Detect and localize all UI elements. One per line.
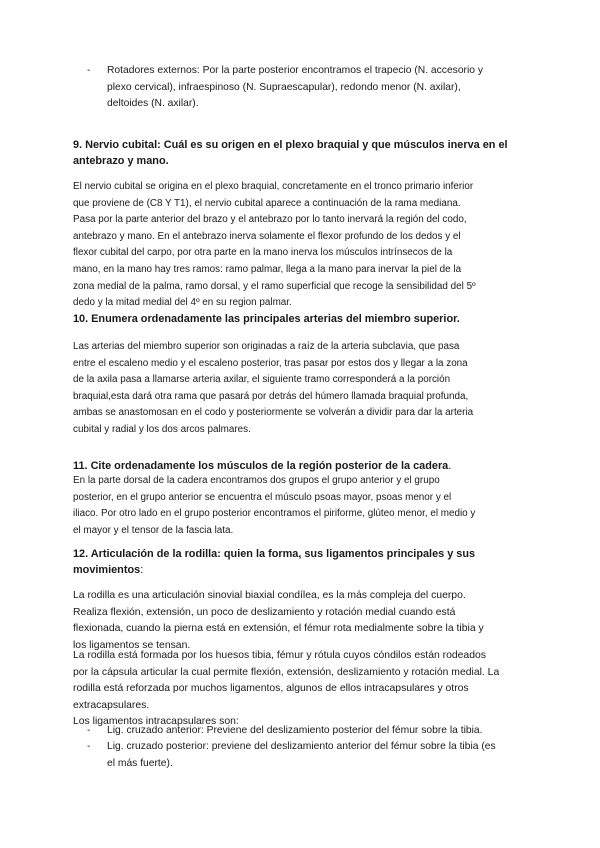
text-line: que proviene de (C8 Y T1), el nervio cubital aparece a continuación de la rama mediana.	[73, 197, 461, 209]
list-bullet: -	[87, 741, 91, 752]
text-line: los ligamentos se tensan.	[73, 639, 191, 651]
text-line: El nervio cubital se origina en el plexo braquial, concretamente en el tronco primario inferior	[73, 181, 474, 192]
heading-text: movimientos	[73, 564, 141, 576]
heading-line	[73, 458, 533, 474]
list-item-lig-cruzado-posterior	[87, 739, 527, 772]
list-bullet: -	[87, 725, 91, 736]
paragraph-nervio-cubital	[73, 179, 533, 312]
text-line: ambas se anastomosan en el codo y posteriormente se volverán a dividir para dar la arteria	[73, 407, 474, 419]
list-item-lig-cruzado-anterior	[87, 723, 527, 740]
text-line: En la parte dorsal de la cadera encontramos dos grupos el grupo anterior y el grupo	[73, 475, 440, 486]
heading-tail: :	[140, 564, 144, 576]
text-line: mano, en la mano hay tres ramos: ramo palmar, llega a la mano para inervar la piel de la	[73, 263, 462, 275]
text-line: La rodilla es una articulación sinovial biaxial condílea, es la más compleja del cuerpo.	[73, 590, 466, 601]
text-line: de la axila pasa a llamarse arteria axilar, el siguiente tramo corresponderá a la porción	[73, 374, 451, 386]
heading-line: 12. Articulación de la rodilla: quien la forma, sus ligamentos principales y sus	[73, 548, 476, 560]
heading-section-10	[73, 311, 533, 327]
text-line: Rotadores externos: Por la parte posterior encontramos el trapecio (N. accesorio y	[107, 65, 484, 76]
paragraph-rodilla-intro	[73, 588, 533, 654]
heading-line: 10. Enumera ordenadamente las principales arterias del miembro superior.	[73, 313, 460, 325]
text-line: braquial,esta dará otra rama que pasará por detrás del húmero llamada braquial profunda,	[73, 390, 469, 402]
text-line: Realiza flexión, extensión, un poco de deslizamiento y rotación medial cuando está	[73, 606, 456, 618]
heading-section-9	[73, 137, 533, 169]
list-bullet: -	[87, 65, 91, 76]
text-line: Los ligamentos intracapsulares son:	[73, 716, 239, 728]
text-line: el mayor y el tensor de la fascia lata.	[73, 524, 234, 536]
heading-text: 11. Cite ordenadamente los músculos de la región posterior de la cadera	[73, 460, 449, 472]
heading-section-11	[73, 458, 533, 474]
text-line: por la cápsula articular la cual permite flexión, extensión, deslizamiento y rotación medial. La	[73, 666, 500, 678]
text-line: extracapsulares.	[73, 699, 150, 711]
text-line: antebrazo y mano. En el antebrazo inerva solamente el flexor profundo de los dedos y el	[73, 230, 461, 242]
text-line: rodilla está reforzada por muchos ligamentos, algunos de ellos intracapsulares y otros	[73, 683, 469, 695]
list-item-text	[107, 723, 527, 740]
heading-tail: .	[448, 460, 452, 472]
text-line: deltoides (N. axilar).	[107, 98, 199, 110]
heading-line: antebrazo y mano.	[73, 155, 169, 167]
text-line: dedo y la mitad medial del 4º en su region palmar.	[73, 297, 292, 309]
heading-section-12	[73, 546, 533, 578]
list-item-rotadores-externos	[87, 63, 527, 113]
list-item-text	[107, 739, 527, 772]
text-line: plexo cervical), infraespinoso (N. Supraescapular), redondo menor (N. axilar),	[107, 81, 461, 93]
paragraph-rodilla-huesos	[73, 648, 533, 731]
text-line: posterior, en el grupo anterior se encuentra el músculo psoas mayor, psoas menor y el	[73, 491, 452, 503]
text-line: La rodilla está formada por los huesos tibia, fémur y rótula cuyos cóndilos están rodeados	[73, 650, 486, 661]
text-line: flexor cubital del carpo, por otra parte en la mano inerva los músculos intrínsecos de la	[73, 247, 453, 259]
text-line: zona medial de la palma, ramo dorsal, y el ramo superficial que recoge la sensibilidad del 5º	[73, 280, 476, 292]
text-line: Lig. cruzado anterior: Previene del deslizamiento posterior del fémur sobre la tibia.	[107, 725, 483, 736]
heading-line: 9. Nervio cubital: Cuál es su origen en el plexo braquial y que músculos inerva en el	[73, 139, 508, 151]
paragraph-cadera	[73, 473, 533, 539]
text-line: flexionada, cuando la pierna está en extensión, el fémur rota medialmente sobre la tibia y	[73, 623, 484, 635]
text-line: iliaco. Por otro lado en el grupo posterior encontramos el piriforme, glúteo menor, el medio y	[73, 508, 476, 520]
heading-line	[73, 562, 533, 578]
text-line: el más fuerte).	[107, 757, 173, 769]
paragraph-arterias	[73, 339, 533, 439]
text-line: entre el escaleno medio y el escaleno posterior, tras pasar por estos dos y llegar a la zona	[73, 357, 468, 369]
text-line: Pasa por la parte anterior del brazo y el antebrazo por lo tanto inervará la región del codo,	[73, 214, 467, 226]
list-item-text	[107, 63, 527, 113]
text-line: cubital y radial y los dos arcos palmares.	[73, 423, 251, 435]
text-line: Lig. cruzado posterior: previene del deslizamiento anterior del fémur sobre la tibia (es	[107, 741, 496, 752]
text-line: Las arterias del miembro superior son originadas a raíz de la arteria subclavia, que pasa	[73, 341, 460, 352]
